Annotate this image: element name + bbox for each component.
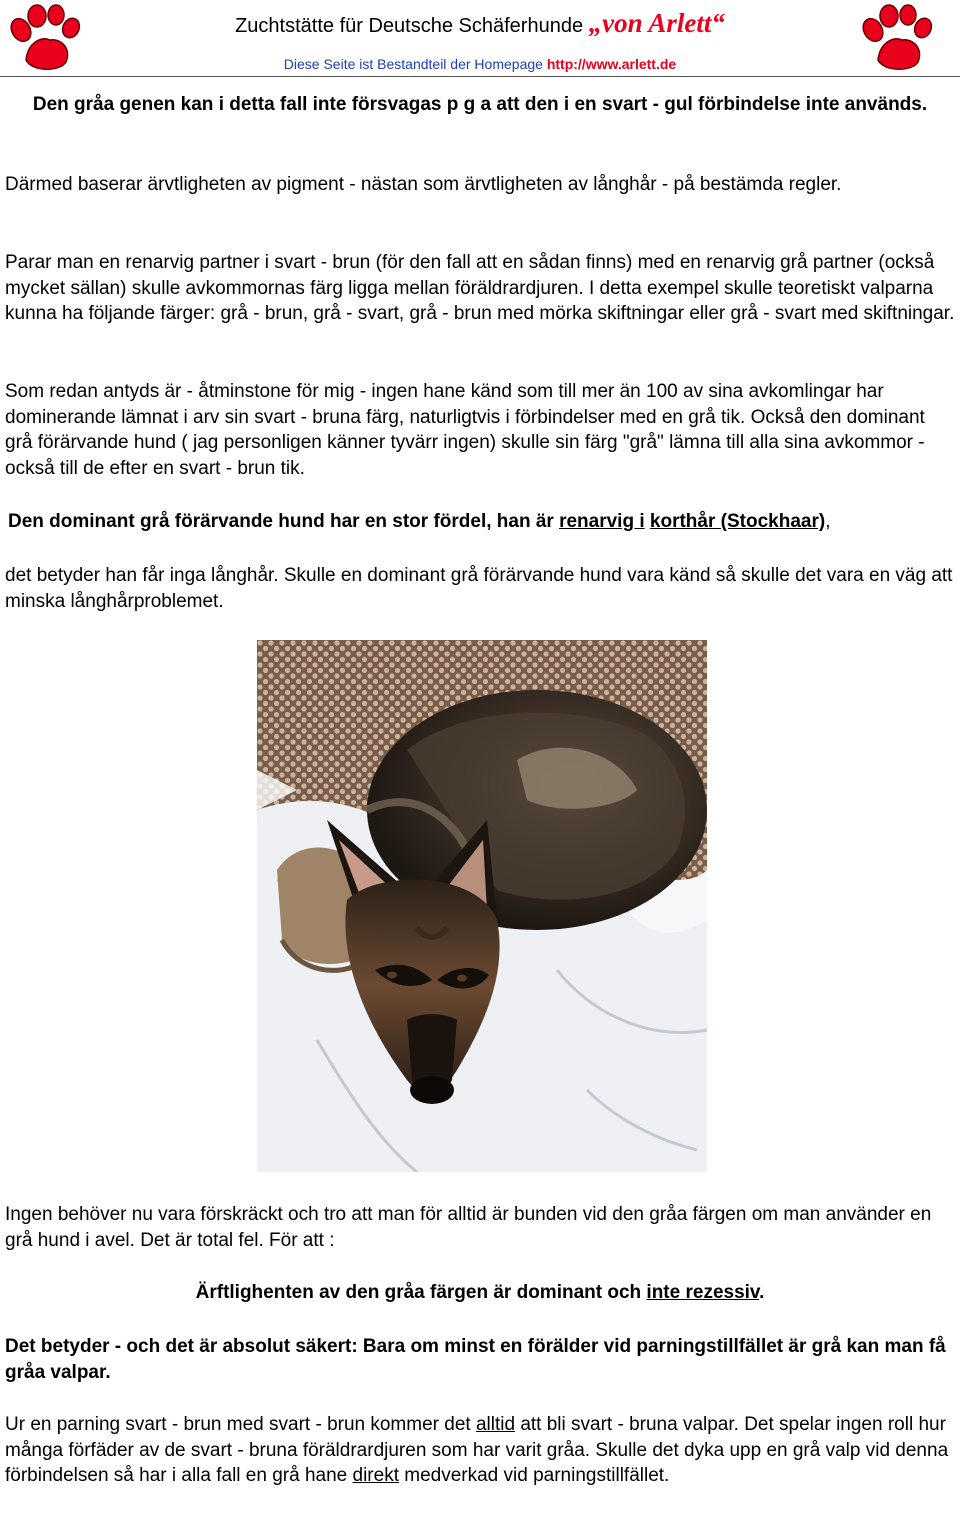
paragraph-4: Som redan antyds är - åtminstone för mig - ingen hane känd som till mer än 100 av sina avkomlingar har dominerande lämnat i arv sin svart - bruna färg, naturligtvis i förbindelser med en grå tik. Också den dominant grå förärvande hund ( jag personligen känner tyvärr ingen) skulle sin färg "grå" lämna till alla sina avkommor - också till de efter en svart - brun tik.: [5, 381, 925, 479]
p5-text-e: ,: [825, 511, 831, 532]
paragraph-8: [5, 1280, 955, 1306]
paragraph-10: [5, 1412, 955, 1489]
p10-text-c: att bli svart - bruna valpar. Det spelar ingen roll hur många förfäder av de svart - bruna föräldrardjuren som har varit gråa. Skulle det dyka upp en grå valp vid denna förbindelsen så har i alla fall en grå hane: [5, 1414, 949, 1486]
p10-text-e: medverkad vid parningstillfället.: [398, 1465, 670, 1486]
paragraph-1: Den gråa genen kan i detta fall inte försvagas p g a att den i en svart - gul förbindelse inte används.: [32, 94, 928, 115]
dog-photo: [257, 640, 707, 1172]
homepage-link[interactable]: http://www.arlett.de: [546, 56, 677, 72]
p5-text-a: Den dominant grå förärvande hund har en stor fördel, han är: [8, 511, 560, 532]
paragraph-6: det betyder han får inga långhår. Skulle en dominant grå förärvande hund vara känd så skulle det vara en väg att minska långhårproblemet.: [5, 565, 953, 612]
p8-underlined-inte-rezessiv: inte rezessiv: [646, 1282, 760, 1303]
p10-underlined-direkt: direkt: [352, 1465, 399, 1486]
header-subline: [0, 56, 960, 72]
paw-print-icon: [860, 4, 938, 74]
kennel-name: „von Arlett“: [588, 8, 725, 38]
paragraph-7: Ingen behöver nu vara förskräckt och tro att man för alltid är bunden vid den gråa färgen om man använder en grå hund i avel. Det är total fel. För att :: [5, 1204, 932, 1251]
p8-text-a: Ärftlighenten av den gråa färgen är dominant och: [195, 1282, 647, 1303]
p8-text-c: .: [759, 1282, 765, 1303]
paragraph-9: Det betyder - och det är absolut säkert: Bara om minst en förälder vid parningstillfället är grå kan man få gråa valpar.: [5, 1336, 946, 1383]
p5-underlined-korthar: korthår (Stockhaar): [649, 511, 826, 532]
p10-text-a: Ur en parning svart - brun med svart - brun kommer det: [5, 1414, 476, 1435]
paragraph-2: Därmed baserar ärvtligheten av pigment - nästan som ärvtligheten av långhår - på bestämda regler.: [5, 174, 842, 195]
page-header: [0, 0, 960, 80]
header-divider: [0, 76, 960, 77]
header-title: [0, 8, 960, 39]
paragraph-3: Parar man en renarvig partner i svart - brun (för den fall att en sådan finns) med en renarvig grå partner (också mycket sällan) skulle avkommornas färg ligga mellan föräldrardjuren. I detta exempel skulle teoretiskt valparna kunna ha följande färger: grå - brun, grå - svart, grå - brun med mörka skiftningar eller grå - svart med skiftningar.: [5, 252, 955, 324]
paragraph-5: [8, 509, 958, 535]
header-subline-prefix: Diese Seite ist Bestandteil der Homepage: [283, 56, 547, 72]
header-title-prefix: Zuchtstätte für Deutsche Schäferhunde: [235, 15, 589, 37]
p10-underlined-alltid: alltid: [475, 1414, 516, 1435]
p5-underlined-renarvig: renarvig i: [559, 511, 645, 532]
